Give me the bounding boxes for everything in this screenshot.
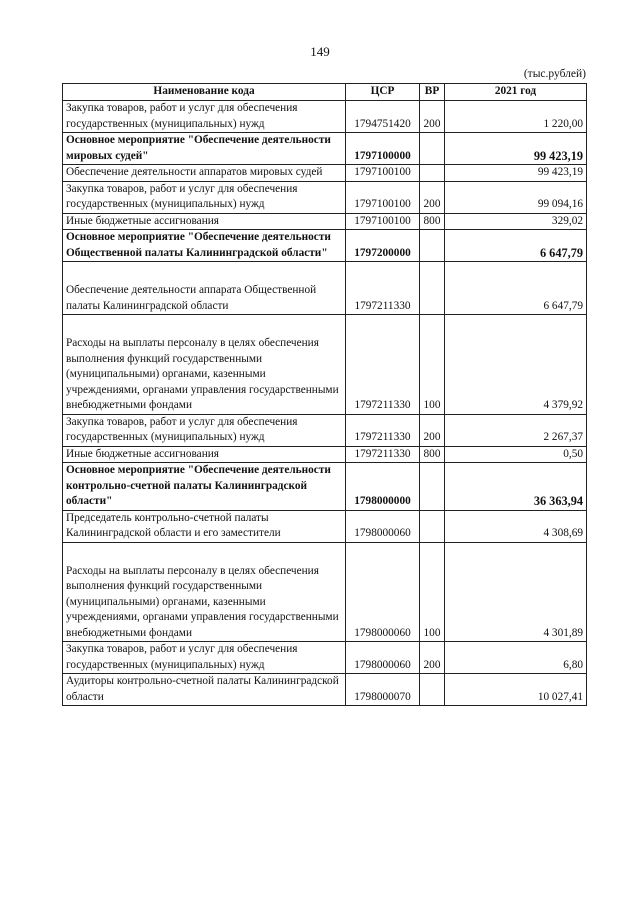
row-amount: 4 379,92 xyxy=(445,315,587,415)
row-vr: 200 xyxy=(420,101,445,133)
table-row xyxy=(63,101,587,133)
row-amount: 10 027,41 xyxy=(445,674,587,706)
row-csr: 1797100000 xyxy=(346,133,420,165)
row-amount: 99 423,19 xyxy=(445,165,587,182)
row-csr: 1797211330 xyxy=(346,414,420,446)
table-row xyxy=(63,510,587,542)
table-row xyxy=(63,414,587,446)
table-row xyxy=(63,542,587,642)
header-name: Наименование кода xyxy=(63,84,346,101)
table-row xyxy=(63,165,587,182)
row-vr xyxy=(420,463,445,511)
row-name: Закупка товаров, работ и услуг для обеспечения государственных (муниципальных) нужд xyxy=(63,181,346,213)
row-csr: 1798000060 xyxy=(346,542,420,642)
row-name: Закупка товаров, работ и услуг для обеспечения государственных (муниципальных) нужд xyxy=(63,101,346,133)
row-name: Обеспечение деятельности аппаратов мировых судей xyxy=(63,165,346,182)
header-vr: ВР xyxy=(420,84,445,101)
row-csr: 1797211330 xyxy=(346,262,420,315)
page-number: 149 xyxy=(310,44,330,59)
row-csr: 1798000070 xyxy=(346,674,420,706)
row-name: Иные бюджетные ассигнования xyxy=(63,446,346,463)
row-amount: 99 423,19 xyxy=(445,133,587,165)
table-row xyxy=(63,230,587,262)
row-vr: 100 xyxy=(420,315,445,415)
budget-table xyxy=(62,83,587,706)
row-vr: 800 xyxy=(420,446,445,463)
row-csr: 1798000060 xyxy=(346,642,420,674)
row-vr: 800 xyxy=(420,213,445,230)
row-name: Председатель контрольно-счетной палаты Калининградской области и его заместители xyxy=(63,510,346,542)
row-amount: 2 267,37 xyxy=(445,414,587,446)
row-vr xyxy=(420,510,445,542)
row-vr: 100 xyxy=(420,542,445,642)
row-csr: 1798000000 xyxy=(346,463,420,511)
row-csr: 1797200000 xyxy=(346,230,420,262)
table-row xyxy=(63,181,587,213)
table-row xyxy=(63,463,587,511)
row-vr xyxy=(420,674,445,706)
row-amount: 99 094,16 xyxy=(445,181,587,213)
row-name: Расходы на выплаты персоналу в целях обеспечения выполнения функций государственными (муниципальными) органами, казенными учреждениями, органами управления государственными внебюджетными фондами xyxy=(63,542,346,642)
row-amount: 4 308,69 xyxy=(445,510,587,542)
header-amount: 2021 год xyxy=(445,84,587,101)
table-header-row xyxy=(63,84,587,101)
table-row xyxy=(63,213,587,230)
units-label: (тыс.рублей) xyxy=(523,68,586,80)
row-vr xyxy=(420,133,445,165)
row-vr xyxy=(420,262,445,315)
row-amount: 6 647,79 xyxy=(445,230,587,262)
row-amount: 6,80 xyxy=(445,642,587,674)
table-row xyxy=(63,315,587,415)
row-vr xyxy=(420,165,445,182)
row-csr: 1797211330 xyxy=(346,446,420,463)
row-amount: 6 647,79 xyxy=(445,262,587,315)
header-csr: ЦСР xyxy=(346,84,420,101)
row-name: Основное мероприятие "Обеспечение деятельности контрольно-счетной палаты Калининградской области" xyxy=(63,463,346,511)
row-vr: 200 xyxy=(420,642,445,674)
row-name: Основное мероприятие "Обеспечение деятельности Общественной палаты Калининградской области" xyxy=(63,230,346,262)
row-csr: 1798000060 xyxy=(346,510,420,542)
row-csr: 1797100100 xyxy=(346,181,420,213)
row-amount: 36 363,94 xyxy=(445,463,587,511)
row-name: Обеспечение деятельности аппарата Общественной палаты Калининградской области xyxy=(63,262,346,315)
row-name: Основное мероприятие "Обеспечение деятельности мировых судей" xyxy=(63,133,346,165)
row-name: Иные бюджетные ассигнования xyxy=(63,213,346,230)
row-name: Закупка товаров, работ и услуг для обеспечения государственных (муниципальных) нужд xyxy=(63,414,346,446)
row-csr: 1797211330 xyxy=(346,315,420,415)
row-csr: 1794751420 xyxy=(346,101,420,133)
row-name: Расходы на выплаты персоналу в целях обеспечения выполнения функций государственными (муниципальными) органами, казенными учреждениями, органами управления государственными внебюджетными фондами xyxy=(63,315,346,415)
row-amount: 0,50 xyxy=(445,446,587,463)
row-amount: 4 301,89 xyxy=(445,542,587,642)
row-vr: 200 xyxy=(420,181,445,213)
table-row xyxy=(63,642,587,674)
row-vr xyxy=(420,230,445,262)
row-name: Закупка товаров, работ и услуг для обеспечения государственных (муниципальных) нужд xyxy=(63,642,346,674)
table-row xyxy=(63,133,587,165)
table-row xyxy=(63,262,587,315)
table-row xyxy=(63,674,587,706)
row-vr: 200 xyxy=(420,414,445,446)
row-amount: 1 220,00 xyxy=(445,101,587,133)
row-csr: 1797100100 xyxy=(346,213,420,230)
row-csr: 1797100100 xyxy=(346,165,420,182)
row-name: Аудиторы контрольно-счетной палаты Калининградской области xyxy=(63,674,346,706)
table-row xyxy=(63,446,587,463)
row-amount: 329,02 xyxy=(445,213,587,230)
